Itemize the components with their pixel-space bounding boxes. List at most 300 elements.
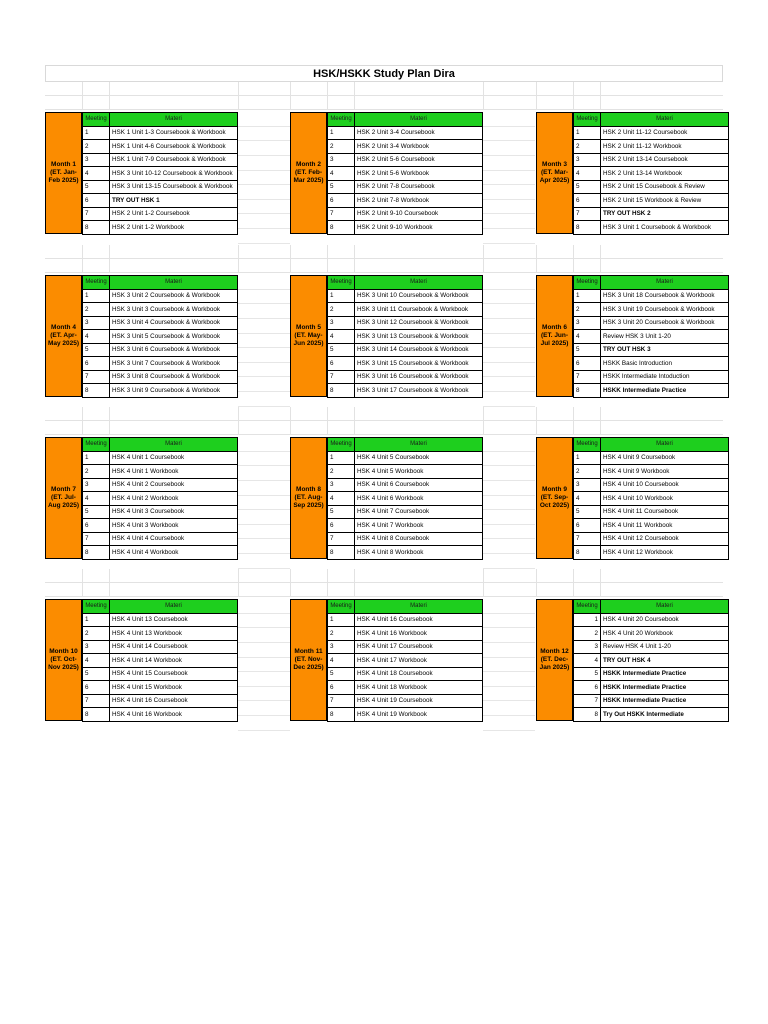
table-row[interactable] — [83, 505, 238, 519]
meeting-number[interactable]: 3 — [574, 153, 601, 167]
materi-cell[interactable]: Review HSK 4 Unit 1-20 — [601, 640, 729, 654]
materi-cell[interactable]: HSK 3 Unit 4 Coursebook & Workbook — [110, 316, 238, 330]
table-row[interactable] — [83, 519, 238, 533]
materi-cell[interactable]: HSK 2 Unit 5-6 Coursebook — [355, 153, 483, 167]
table-row[interactable] — [574, 357, 729, 371]
meeting-number[interactable]: 2 — [574, 465, 601, 479]
meeting-number[interactable]: 4 — [328, 654, 355, 668]
table-row[interactable] — [328, 478, 483, 492]
table-row[interactable] — [328, 546, 483, 560]
grid-line — [354, 407, 355, 420]
materi-cell[interactable]: HSKK Basic Introduction — [601, 357, 729, 371]
table-row[interactable] — [83, 627, 238, 641]
meeting-number[interactable]: 4 — [83, 167, 110, 181]
meeting-number[interactable]: 8 — [574, 546, 601, 560]
meeting-number[interactable]: 3 — [328, 478, 355, 492]
materi-cell[interactable]: HSK 4 Unit 4 Workbook — [110, 546, 238, 560]
meeting-number[interactable]: 7 — [574, 370, 601, 384]
materi-cell[interactable]: HSK 4 Unit 12 Workbook — [601, 546, 729, 560]
materi-cell[interactable]: TRY OUT HSK 4 — [601, 654, 729, 668]
materi-cell[interactable]: HSK 2 Unit 15 Cousebook & Review — [601, 180, 729, 194]
table-row[interactable] — [574, 451, 729, 465]
materi-cell[interactable]: HSK 4 Unit 6 Workbook — [355, 492, 483, 506]
table-row[interactable] — [328, 126, 483, 140]
table-row[interactable] — [574, 194, 729, 208]
materi-cell[interactable]: HSK 3 Unit 19 Coursebook & Workbook — [601, 303, 729, 317]
meeting-number[interactable]: 1 — [83, 126, 110, 140]
materi-header: Materi — [110, 276, 238, 290]
table-row[interactable] — [83, 451, 238, 465]
meeting-number[interactable]: 4 — [574, 654, 601, 668]
table-header-row — [574, 113, 729, 127]
empty-cell — [238, 599, 290, 614]
table-row[interactable] — [83, 343, 238, 357]
materi-cell[interactable]: HSK 3 Unit 10-12 Coursebook & Workbook — [110, 167, 238, 181]
meeting-number[interactable]: 7 — [328, 370, 355, 384]
meeting-number[interactable]: 2 — [328, 627, 355, 641]
table-row[interactable] — [574, 681, 729, 695]
meeting-number[interactable]: 1 — [574, 613, 601, 627]
table-row[interactable] — [83, 289, 238, 303]
table-row[interactable] — [83, 330, 238, 344]
materi-cell[interactable]: HSK 2 Unit 1-2 Coursebook — [110, 207, 238, 221]
plan-table — [573, 437, 729, 560]
empty-cell — [483, 348, 535, 363]
meeting-number[interactable]: 8 — [328, 708, 355, 722]
materi-cell[interactable]: HSK 4 Unit 9 Coursebook — [601, 451, 729, 465]
table-row[interactable] — [83, 492, 238, 506]
table-row[interactable] — [574, 640, 729, 654]
meeting-number[interactable]: 8 — [574, 708, 601, 722]
table-row[interactable] — [328, 316, 483, 330]
materi-cell[interactable]: HSK 3 Unit 16 Coursebook & Workbook — [355, 370, 483, 384]
materi-cell[interactable]: HSK 2 Unit 5-6 Workbook — [355, 167, 483, 181]
table-row[interactable] — [328, 384, 483, 398]
materi-cell[interactable]: HSK 3 Unit 10 Coursebook & Workbook — [355, 289, 483, 303]
materi-cell[interactable]: HSK 3 Unit 6 Coursebook & Workbook — [110, 343, 238, 357]
table-row[interactable] — [574, 492, 729, 506]
meeting-number[interactable]: 3 — [328, 640, 355, 654]
meeting-number[interactable]: 1 — [83, 613, 110, 627]
table-row[interactable] — [574, 343, 729, 357]
table-row[interactable] — [328, 492, 483, 506]
materi-cell[interactable]: HSK 4 Unit 12 Coursebook — [601, 532, 729, 546]
meeting-number[interactable]: 4 — [574, 330, 601, 344]
table-row[interactable] — [574, 126, 729, 140]
table-row[interactable] — [83, 126, 238, 140]
meeting-number[interactable]: 2 — [83, 140, 110, 154]
meeting-number[interactable]: 6 — [328, 681, 355, 695]
table-row[interactable] — [328, 330, 483, 344]
materi-cell[interactable]: HSK 2 Unit 7-8 Workbook — [355, 194, 483, 208]
materi-cell[interactable]: HSK 2 Unit 13-14 Workbook — [601, 167, 729, 181]
table-row[interactable] — [574, 667, 729, 681]
table-row[interactable] — [328, 627, 483, 641]
table-row[interactable] — [83, 667, 238, 681]
materi-cell[interactable]: HSK 4 Unit 13 Coursebook — [110, 613, 238, 627]
table-row[interactable] — [83, 140, 238, 154]
meeting-number[interactable]: 4 — [328, 492, 355, 506]
table-row[interactable] — [83, 465, 238, 479]
materi-cell[interactable]: HSK 4 Unit 9 Workbook — [601, 465, 729, 479]
materi-cell[interactable]: HSK 4 Unit 2 Workbook — [110, 492, 238, 506]
meeting-number[interactable]: 8 — [83, 708, 110, 722]
meeting-number[interactable]: 7 — [83, 694, 110, 708]
table-row[interactable] — [83, 221, 238, 235]
table-row[interactable] — [574, 532, 729, 546]
materi-cell[interactable]: HSK 3 Unit 20 Coursebook & Workbook — [601, 316, 729, 330]
meeting-number[interactable]: 5 — [83, 343, 110, 357]
meeting-number[interactable]: 3 — [83, 640, 110, 654]
meeting-number[interactable]: 2 — [574, 140, 601, 154]
table-row[interactable] — [574, 478, 729, 492]
materi-cell[interactable]: HSK 4 Unit 19 Workbook — [355, 708, 483, 722]
materi-cell[interactable]: HSKK Intermediate Practice — [601, 681, 729, 695]
table-row[interactable] — [328, 343, 483, 357]
table-row[interactable] — [83, 316, 238, 330]
meeting-number[interactable]: 8 — [83, 384, 110, 398]
meeting-number[interactable]: 5 — [328, 180, 355, 194]
materi-cell[interactable]: HSK 4 Unit 7 Coursebook — [355, 505, 483, 519]
table-row[interactable] — [83, 708, 238, 722]
materi-cell[interactable]: HSK 2 Unit 3-4 Workbook — [355, 140, 483, 154]
meeting-number[interactable]: 2 — [83, 465, 110, 479]
meeting-number[interactable]: 5 — [83, 667, 110, 681]
table-row[interactable] — [328, 140, 483, 154]
table-row[interactable] — [574, 465, 729, 479]
materi-cell[interactable]: HSKK Intermediate Practice — [601, 667, 729, 681]
table-row[interactable] — [83, 207, 238, 221]
table-row[interactable] — [328, 207, 483, 221]
table-row[interactable] — [574, 180, 729, 194]
table-row[interactable] — [574, 627, 729, 641]
meeting-number[interactable]: 6 — [83, 357, 110, 371]
table-row[interactable] — [83, 532, 238, 546]
materi-cell[interactable]: HSK 4 Unit 1 Workbook — [110, 465, 238, 479]
meeting-number[interactable]: 7 — [574, 532, 601, 546]
materi-cell[interactable]: HSK 4 Unit 2 Coursebook — [110, 478, 238, 492]
materi-cell[interactable]: HSK 3 Unit 2 Coursebook & Workbook — [110, 289, 238, 303]
meeting-number[interactable]: 1 — [574, 126, 601, 140]
meeting-number[interactable]: 1 — [574, 289, 601, 303]
materi-cell[interactable]: HSK 1 Unit 4-6 Coursebook & Workbook — [110, 140, 238, 154]
meeting-number[interactable]: 1 — [328, 289, 355, 303]
meeting-number[interactable]: 5 — [328, 667, 355, 681]
table-row[interactable] — [83, 167, 238, 181]
table-row[interactable] — [328, 532, 483, 546]
meeting-number[interactable]: 4 — [574, 492, 601, 506]
meeting-number[interactable]: 6 — [83, 519, 110, 533]
materi-cell[interactable]: HSK 4 Unit 17 Workbook — [355, 654, 483, 668]
materi-cell[interactable]: HSK 4 Unit 10 Workbook — [601, 492, 729, 506]
meeting-number[interactable]: 6 — [83, 681, 110, 695]
materi-cell[interactable]: HSK 3 Unit 9 Coursebook & Workbook — [110, 384, 238, 398]
meeting-number[interactable]: 5 — [83, 180, 110, 194]
table-row[interactable] — [328, 221, 483, 235]
meeting-number[interactable]: 4 — [328, 330, 355, 344]
table-row[interactable] — [574, 654, 729, 668]
meeting-number[interactable]: 1 — [83, 289, 110, 303]
materi-cell[interactable]: HSK 4 Unit 19 Coursebook — [355, 694, 483, 708]
meeting-number[interactable]: 3 — [328, 153, 355, 167]
meeting-number[interactable]: 3 — [574, 478, 601, 492]
materi-cell[interactable]: HSKK Intermediate Practice — [601, 694, 729, 708]
table-row[interactable] — [328, 303, 483, 317]
meeting-number[interactable]: 6 — [574, 681, 601, 695]
meeting-number[interactable]: 4 — [83, 492, 110, 506]
meeting-number[interactable]: 6 — [574, 519, 601, 533]
table-row[interactable] — [328, 167, 483, 181]
empty-cell — [483, 452, 535, 467]
table-row[interactable] — [574, 694, 729, 708]
materi-cell[interactable]: HSK 4 Unit 16 Coursebook — [110, 694, 238, 708]
table-row[interactable] — [574, 546, 729, 560]
materi-cell[interactable]: HSK 4 Unit 18 Coursebook — [355, 667, 483, 681]
meeting-number[interactable]: 6 — [328, 194, 355, 208]
materi-cell[interactable]: HSKK Intermediate Intoduction — [601, 370, 729, 384]
materi-cell[interactable]: Review HSK 3 Unit 1-20 — [601, 330, 729, 344]
meeting-number[interactable]: 1 — [328, 613, 355, 627]
meeting-number[interactable]: 5 — [328, 505, 355, 519]
materi-cell[interactable]: HSK 1 Unit 1-3 Coursebook & Workbook — [110, 126, 238, 140]
meeting-number[interactable]: 6 — [83, 194, 110, 208]
materi-cell[interactable]: HSK 1 Unit 7-9 Coursebook & Workbook — [110, 153, 238, 167]
month-block — [290, 112, 482, 234]
table-row[interactable] — [328, 194, 483, 208]
meeting-number[interactable]: 5 — [328, 343, 355, 357]
materi-cell[interactable]: HSK 3 Unit 5 Coursebook & Workbook — [110, 330, 238, 344]
grid-line — [536, 96, 537, 109]
materi-cell[interactable]: HSK 3 Unit 14 Coursebook & Workbook — [355, 343, 483, 357]
materi-cell[interactable]: HSK 4 Unit 5 Workbook — [355, 465, 483, 479]
meeting-number[interactable]: 8 — [328, 384, 355, 398]
meeting-number[interactable]: 5 — [83, 505, 110, 519]
table-row[interactable] — [574, 370, 729, 384]
meeting-number[interactable]: 2 — [328, 303, 355, 317]
month-label: Month 9 (ET. Sep-Oct 2025) — [536, 437, 573, 559]
materi-cell[interactable]: HSK 4 Unit 7 Workbook — [355, 519, 483, 533]
table-row[interactable] — [83, 357, 238, 371]
meeting-number[interactable]: 8 — [328, 546, 355, 560]
materi-cell[interactable]: HSK 2 Unit 1-2 Workbook — [110, 221, 238, 235]
meeting-number[interactable]: 2 — [328, 465, 355, 479]
materi-cell[interactable]: TRY OUT HSK 2 — [601, 207, 729, 221]
table-row[interactable] — [83, 640, 238, 654]
materi-cell[interactable]: HSK 4 Unit 1 Coursebook — [110, 451, 238, 465]
table-row[interactable] — [574, 613, 729, 627]
materi-cell[interactable]: TRY OUT HSK 3 — [601, 343, 729, 357]
materi-cell[interactable]: HSK 4 Unit 16 Workbook — [355, 627, 483, 641]
meeting-number[interactable]: 1 — [328, 451, 355, 465]
materi-cell[interactable]: HSK 4 Unit 14 Workbook — [110, 654, 238, 668]
table-row[interactable] — [574, 289, 729, 303]
grid-line — [536, 583, 537, 596]
table-row[interactable] — [574, 221, 729, 235]
materi-cell[interactable]: HSK 4 Unit 17 Coursebook — [355, 640, 483, 654]
materi-cell[interactable]: HSK 3 Unit 17 Coursebook & Workbook — [355, 384, 483, 398]
table-row[interactable] — [83, 384, 238, 398]
materi-cell[interactable]: HSK 3 Unit 13 Coursebook & Workbook — [355, 330, 483, 344]
table-row[interactable] — [328, 153, 483, 167]
table-row[interactable] — [328, 357, 483, 371]
table-row[interactable] — [574, 708, 729, 722]
table-row[interactable] — [83, 654, 238, 668]
meeting-number[interactable]: 1 — [328, 126, 355, 140]
meeting-number[interactable]: 2 — [83, 303, 110, 317]
meeting-number[interactable]: 2 — [574, 303, 601, 317]
meeting-number[interactable]: 3 — [83, 478, 110, 492]
table-row[interactable] — [328, 519, 483, 533]
table-row[interactable] — [328, 451, 483, 465]
table-row[interactable] — [574, 153, 729, 167]
materi-cell[interactable]: HSK 4 Unit 18 Workbook — [355, 681, 483, 695]
materi-cell[interactable]: HSK 2 Unit 7-8 Coursebook — [355, 180, 483, 194]
materi-cell[interactable]: HSK 4 Unit 8 Coursebook — [355, 532, 483, 546]
materi-cell[interactable]: HSK 2 Unit 15 Workbook & Review — [601, 194, 729, 208]
table-row[interactable] — [574, 140, 729, 154]
materi-cell[interactable]: Try Out HSKK Intermediate — [601, 708, 729, 722]
materi-cell[interactable]: HSK 2 Unit 9-10 Workbook — [355, 221, 483, 235]
table-row[interactable] — [328, 370, 483, 384]
table-row[interactable] — [328, 681, 483, 695]
materi-cell[interactable]: HSK 3 Unit 13-15 Coursebook & Workbook — [110, 180, 238, 194]
table-row[interactable] — [328, 654, 483, 668]
materi-cell[interactable]: HSK 4 Unit 5 Coursebook — [355, 451, 483, 465]
table-row[interactable] — [83, 180, 238, 194]
meeting-number[interactable]: 6 — [574, 357, 601, 371]
materi-cell[interactable]: HSK 4 Unit 20 Workbook — [601, 627, 729, 641]
materi-cell[interactable]: TRY OUT HSK 1 — [110, 194, 238, 208]
meeting-number[interactable]: 7 — [574, 694, 601, 708]
meeting-number[interactable]: 7 — [328, 532, 355, 546]
materi-cell[interactable]: HSK 3 Unit 8 Coursebook & Workbook — [110, 370, 238, 384]
table-row[interactable] — [328, 708, 483, 722]
table-row[interactable] — [574, 519, 729, 533]
meeting-number[interactable]: 4 — [83, 330, 110, 344]
materi-cell[interactable]: HSK 4 Unit 6 Coursebook — [355, 478, 483, 492]
meeting-number[interactable]: 4 — [574, 167, 601, 181]
materi-cell[interactable]: HSK 4 Unit 8 Workbook — [355, 546, 483, 560]
meeting-number[interactable]: 2 — [328, 140, 355, 154]
meeting-number[interactable]: 7 — [574, 207, 601, 221]
meeting-number[interactable]: 4 — [328, 167, 355, 181]
table-row[interactable] — [574, 303, 729, 317]
materi-cell[interactable]: HSK 2 Unit 3-4 Coursebook — [355, 126, 483, 140]
meeting-number[interactable]: 3 — [574, 316, 601, 330]
materi-cell[interactable]: HSK 4 Unit 10 Coursebook — [601, 478, 729, 492]
table-row[interactable] — [328, 667, 483, 681]
table-row[interactable] — [328, 505, 483, 519]
table-row[interactable] — [328, 613, 483, 627]
meeting-number[interactable]: 7 — [328, 207, 355, 221]
meeting-number[interactable]: 7 — [328, 694, 355, 708]
materi-cell[interactable]: HSK 3 Unit 18 Coursebook & Workbook — [601, 289, 729, 303]
materi-cell[interactable]: HSK 4 Unit 15 Coursebook — [110, 667, 238, 681]
meeting-number[interactable]: 8 — [328, 221, 355, 235]
meeting-number[interactable]: 8 — [574, 221, 601, 235]
materi-cell[interactable]: HSK 4 Unit 4 Coursebook — [110, 532, 238, 546]
table-row[interactable] — [83, 681, 238, 695]
table-row[interactable] — [574, 207, 729, 221]
table-row[interactable] — [574, 505, 729, 519]
materi-cell[interactable]: HSK 4 Unit 13 Workbook — [110, 627, 238, 641]
meeting-number[interactable]: 6 — [328, 519, 355, 533]
table-row[interactable] — [328, 640, 483, 654]
meeting-number[interactable]: 3 — [83, 153, 110, 167]
materi-cell[interactable]: HSK 4 Unit 16 Workbook — [110, 708, 238, 722]
meeting-number[interactable]: 2 — [574, 627, 601, 641]
materi-cell[interactable]: HSK 3 Unit 7 Coursebook & Workbook — [110, 357, 238, 371]
table-row[interactable] — [574, 384, 729, 398]
table-row[interactable] — [83, 370, 238, 384]
meeting-number[interactable]: 6 — [574, 194, 601, 208]
table-row[interactable] — [83, 478, 238, 492]
meeting-number[interactable]: 5 — [574, 343, 601, 357]
materi-cell[interactable]: HSK 4 Unit 11 Workbook — [601, 519, 729, 533]
meeting-number[interactable]: 7 — [83, 207, 110, 221]
table-row[interactable] — [83, 194, 238, 208]
meeting-number[interactable]: 8 — [83, 221, 110, 235]
meeting-number[interactable]: 6 — [328, 357, 355, 371]
table-row[interactable] — [83, 546, 238, 560]
meeting-number[interactable]: 7 — [83, 370, 110, 384]
meeting-number[interactable]: 8 — [574, 384, 601, 398]
meeting-number[interactable]: 5 — [574, 180, 601, 194]
materi-cell[interactable]: HSK 2 Unit 11-12 Workbook — [601, 140, 729, 154]
meeting-number[interactable]: 8 — [83, 546, 110, 560]
table-row[interactable] — [328, 465, 483, 479]
meeting-number[interactable]: 4 — [83, 654, 110, 668]
table-row[interactable] — [83, 153, 238, 167]
table-row[interactable] — [574, 330, 729, 344]
materi-cell[interactable]: HSK 3 Unit 11 Coursebook & Workbook — [355, 303, 483, 317]
materi-cell[interactable]: HSK 4 Unit 11 Coursebook — [601, 505, 729, 519]
meeting-number[interactable]: 7 — [83, 532, 110, 546]
materi-cell[interactable]: HSK 4 Unit 3 Workbook — [110, 519, 238, 533]
materi-cell[interactable]: HSK 3 Unit 1 Coursebook & Workbook — [601, 221, 729, 235]
meeting-number[interactable]: 3 — [328, 316, 355, 330]
materi-cell[interactable]: HSK 2 Unit 11-12 Coursebook — [601, 126, 729, 140]
materi-cell[interactable]: HSK 4 Unit 16 Coursebook — [355, 613, 483, 627]
materi-cell[interactable]: HSK 3 Unit 15 Coursebook & Workbook — [355, 357, 483, 371]
meeting-number[interactable]: 1 — [574, 451, 601, 465]
meeting-number[interactable]: 2 — [83, 627, 110, 641]
materi-cell[interactable]: HSK 4 Unit 20 Coursebook — [601, 613, 729, 627]
materi-cell[interactable]: HSK 4 Unit 14 Coursebook — [110, 640, 238, 654]
meeting-number[interactable]: 3 — [83, 316, 110, 330]
table-row[interactable] — [328, 180, 483, 194]
materi-cell[interactable]: HSK 2 Unit 13-14 Coursebook — [601, 153, 729, 167]
meeting-number[interactable]: 3 — [574, 640, 601, 654]
table-row[interactable] — [83, 303, 238, 317]
materi-cell[interactable]: HSK 4 Unit 3 Coursebook — [110, 505, 238, 519]
table-row[interactable] — [83, 613, 238, 627]
table-row[interactable] — [328, 289, 483, 303]
meeting-number[interactable]: 5 — [574, 505, 601, 519]
table-row[interactable] — [574, 316, 729, 330]
materi-cell[interactable]: HSK 3 Unit 3 Coursebook & Workbook — [110, 303, 238, 317]
materi-cell[interactable]: HSKK Intermediate Practice — [601, 384, 729, 398]
table-row[interactable] — [83, 694, 238, 708]
meeting-number[interactable]: 1 — [83, 451, 110, 465]
table-row[interactable] — [574, 167, 729, 181]
table-row[interactable] — [328, 694, 483, 708]
materi-header: Materi — [355, 600, 483, 614]
materi-cell[interactable]: HSK 3 Unit 12 Coursebook & Workbook — [355, 316, 483, 330]
materi-cell[interactable]: HSK 4 Unit 15 Workbook — [110, 681, 238, 695]
materi-cell[interactable]: HSK 2 Unit 9-10 Coursebook — [355, 207, 483, 221]
meeting-number[interactable]: 5 — [574, 667, 601, 681]
